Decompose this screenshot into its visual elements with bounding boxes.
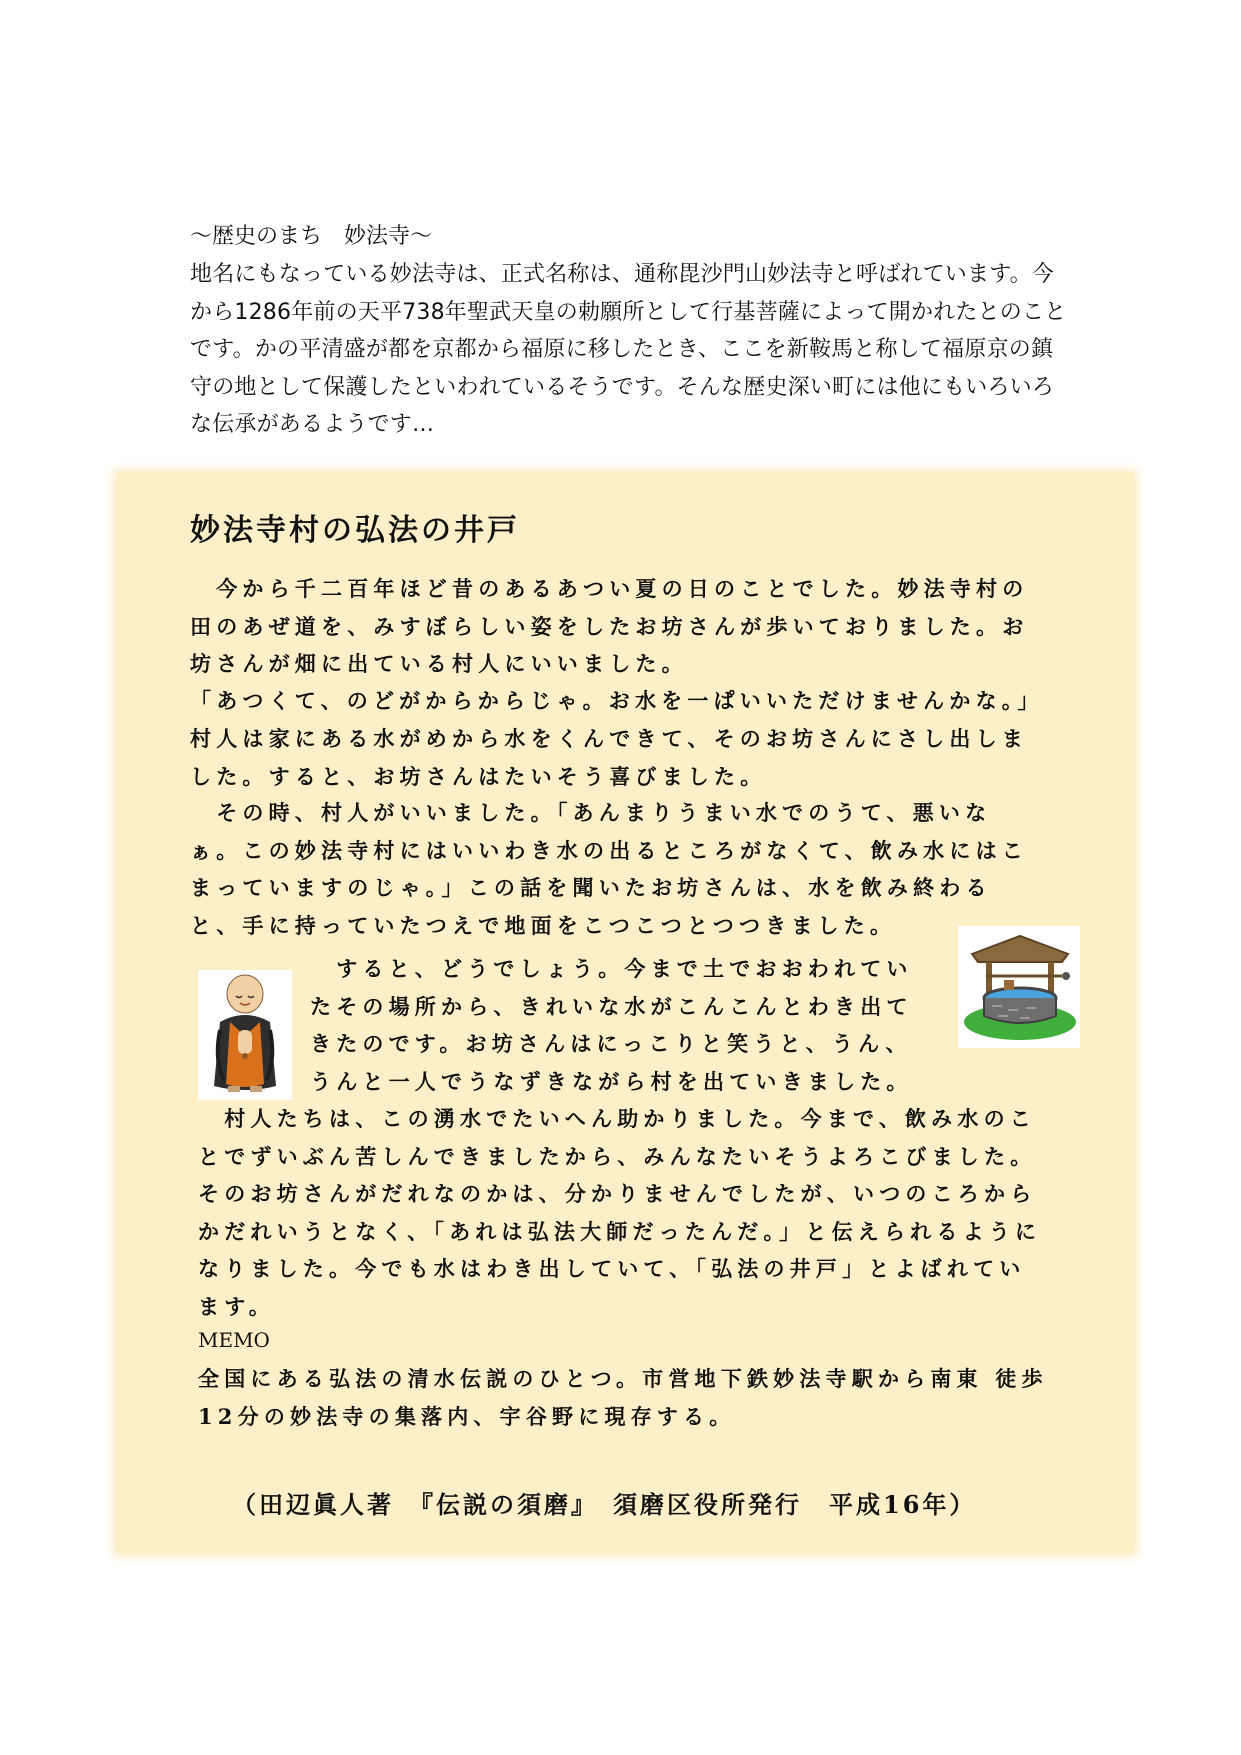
intro-title: ～歴史のまち 妙法寺～	[190, 224, 433, 249]
well-icon	[958, 926, 1080, 1048]
story-paragraph-2: 「あつくて、のどがからからじゃ。お水を一ぱいいただけませんかな。」	[190, 688, 1044, 713]
monk-icon	[198, 970, 292, 1100]
story-paragraph-1: 今から千二百年ほど昔のあるあつい夏の日のことでした。妙法寺村の田のあぜ道を、みすぼらしい姿をしたお坊さんが歩いておりました。お坊さんが畑に出ている村人にいいました。	[190, 576, 1029, 676]
memo-label: MEMO	[198, 1328, 270, 1352]
story-title: 妙法寺村の弘法の井戸	[190, 513, 520, 548]
well-illustration	[958, 926, 1080, 1048]
citation: （田辺眞人著 『伝説の須磨』 須磨区役所発行 平成16年）	[232, 1490, 977, 1519]
monk-illustration	[198, 970, 292, 1100]
intro-section	[190, 222, 1070, 444]
story-paragraph-4: その時、村人がいいました。「あんまりうまい水でのうて、悪いなぁ。この妙法寺村にはいいわき水の出るところがなくて、飲み水にはこまっていますのじゃ。」この話を聞いたお坊さんは、水を飲み終わると、手に持っていたつえで地面をこつこつとつつきました。	[190, 800, 1028, 938]
intro-text: 地名にもなっている妙法寺は、正式名称は、通称毘沙門山妙法寺と呼ばれています。今から1286年前の天平738年聖武天皇の勅願所として行基菩薩によって開かれたとのことです。かの平清盛が都を京都から福原に移したとき、ここを新鞍馬と称して福原京の鎮守の地として保護したといわれているそうです。そんな歴史深い町には他にもいろいろな伝承があるようです…	[190, 262, 1067, 437]
memo-text: 全国にある弘法の清水伝説のひとつ。市営地下鉄妙法寺駅から南東 徒歩12分の妙法寺の集落内、宇谷野に現存する。	[198, 1366, 1048, 1429]
story-paragraph-6: 村人たちは、この湧水でたいへん助かりました。今まで、飲み水のことでずいぶん苦しんできましたから、みんなたいそうよろこびました。そのお坊さんがだれなのかは、分かりませんでしたが、いつのころからかだれいうとなく、「あれは弘法大師だったんだ。」と伝えられるようになりました。今でも水はわき出していて、「弘法の井戸」とよばれています。	[198, 1106, 1042, 1319]
story-paragraph-5: すると、どうでしょう。今まで土でおおわれていたその場所から、きれいな水がこんこんとわき出てきたのです。お坊さんはにっこりと笑うと、うん、うんと一人でうなずきながら村を出ていきました。	[310, 956, 913, 1094]
story-paragraph-3: 村人は家にある水がめから水をくんできて、そのお坊さんにさし出しました。すると、お坊さんはたいそう喜びました。	[190, 726, 1028, 789]
